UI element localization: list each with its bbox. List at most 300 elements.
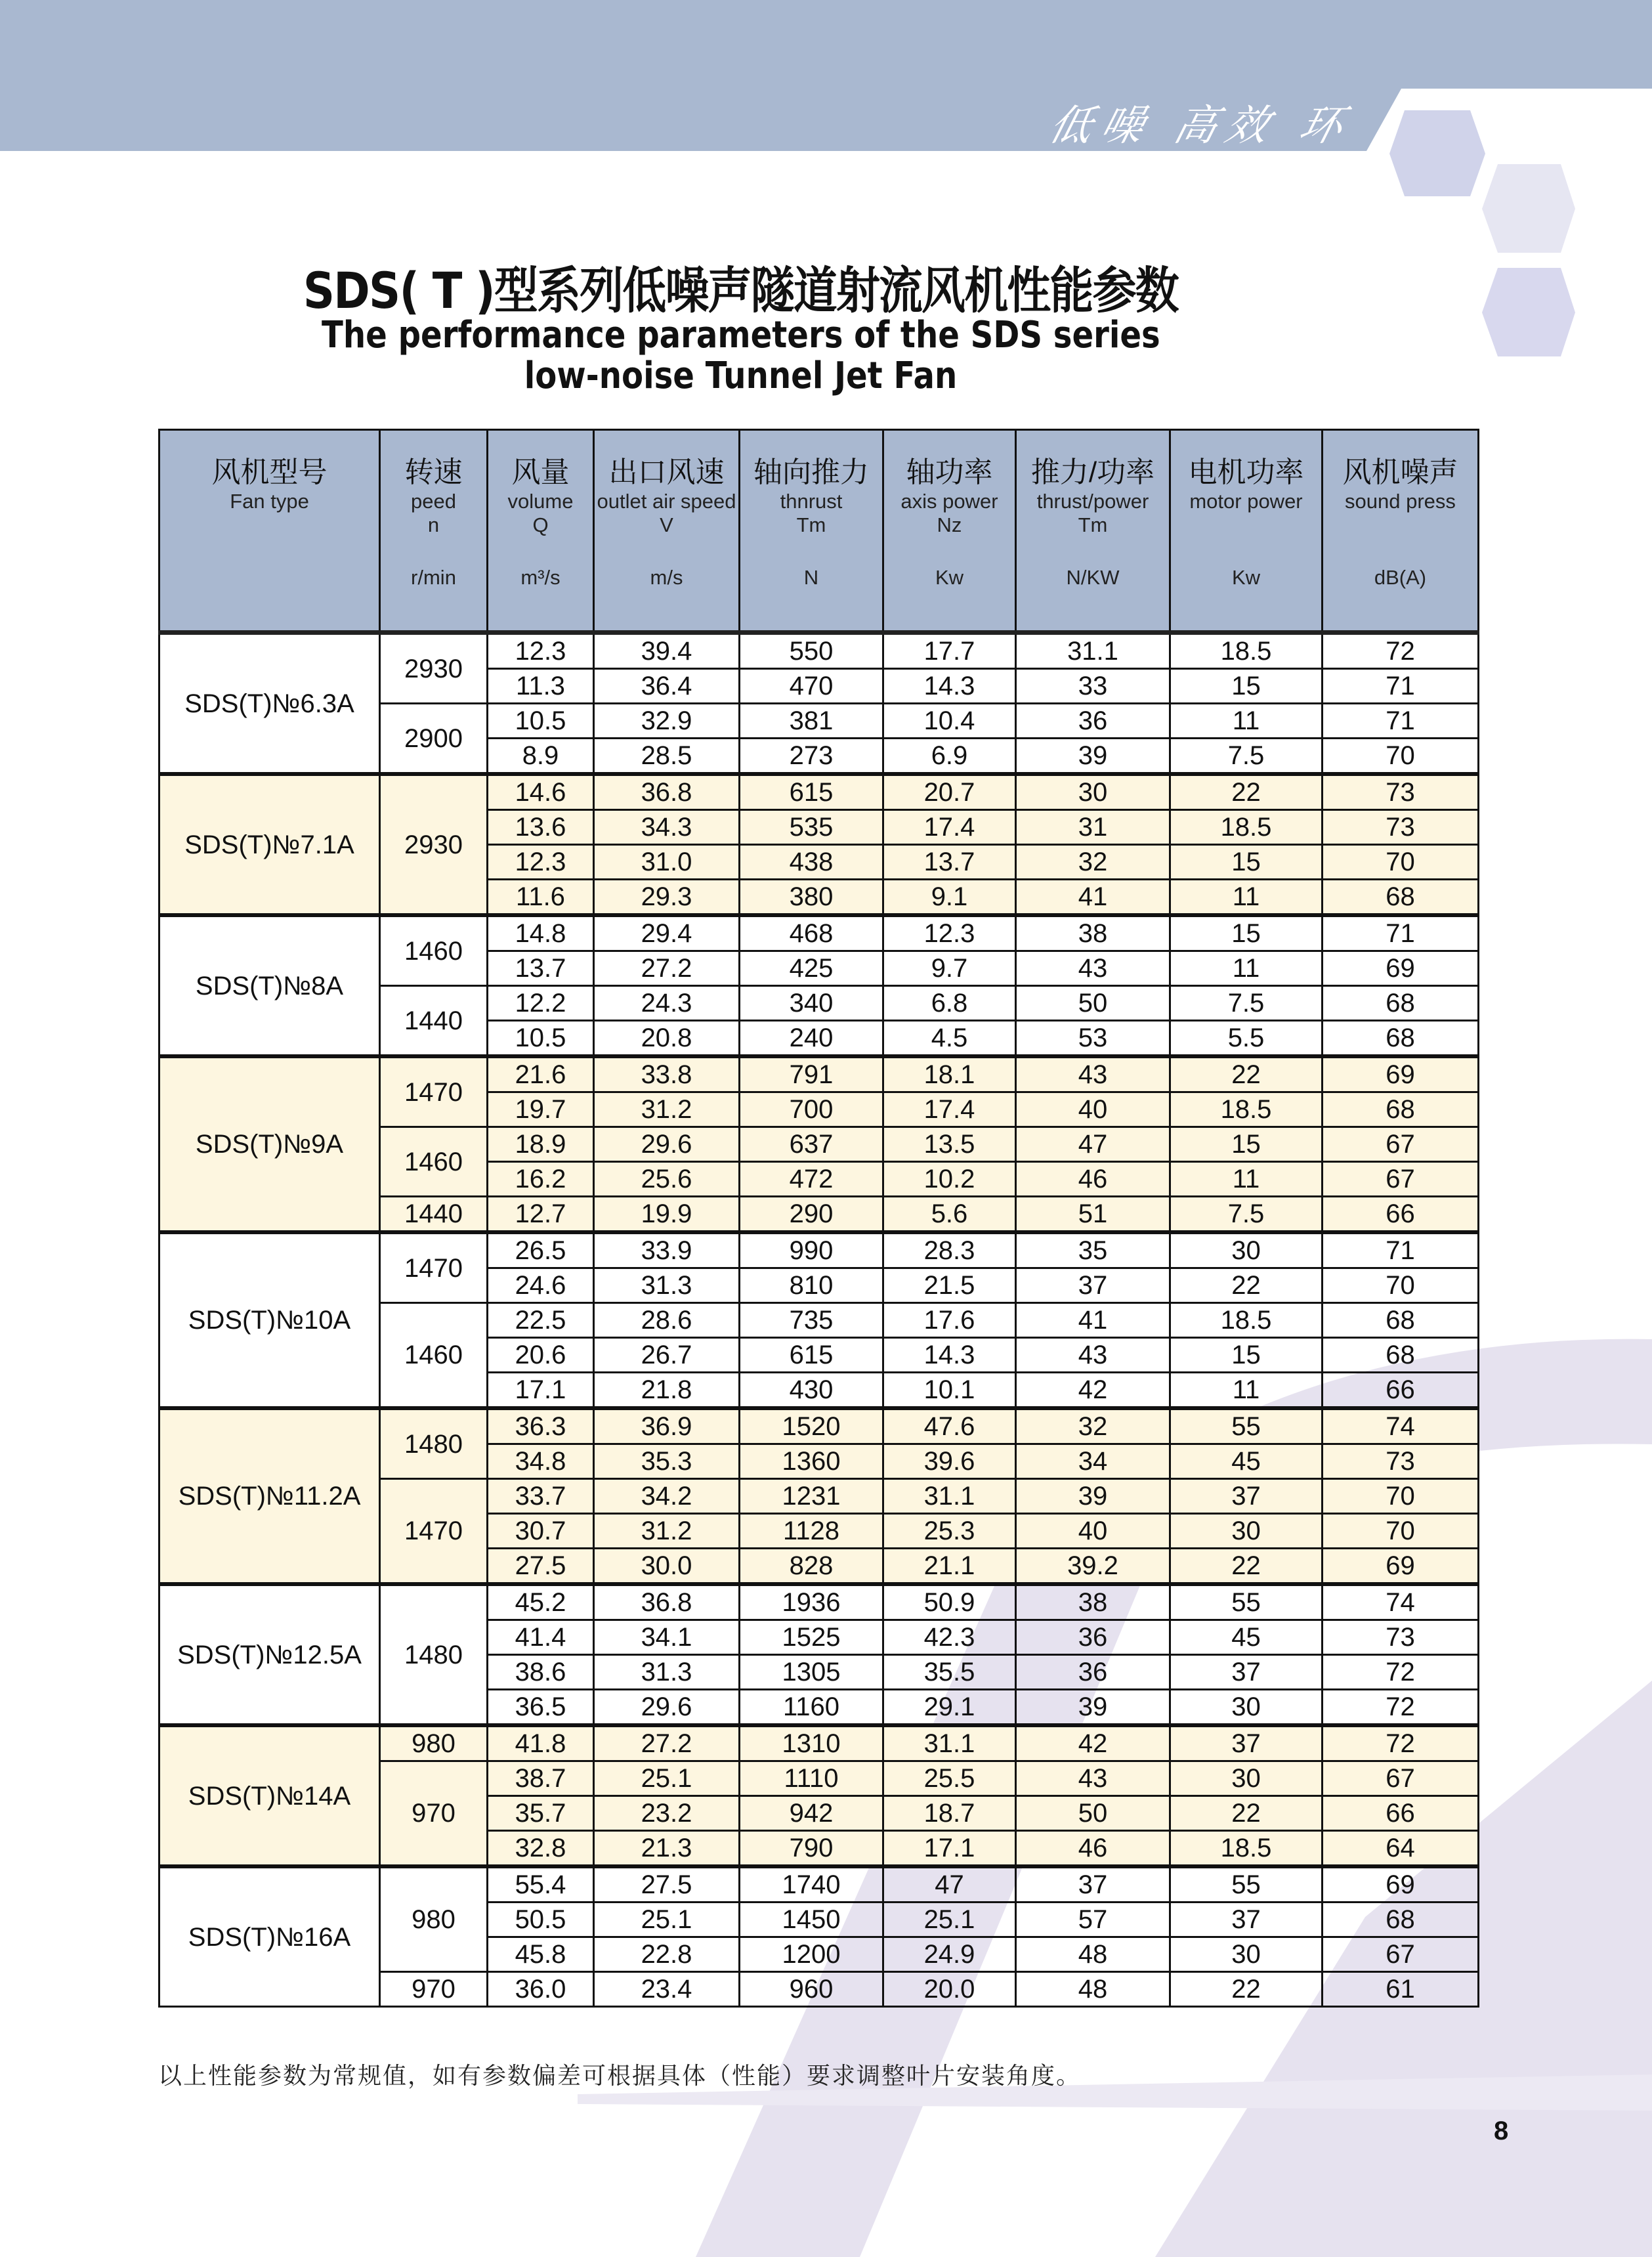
value-cell: 73	[1323, 774, 1479, 810]
speed-cell: 970	[380, 1972, 488, 2007]
table-body	[159, 633, 1479, 2007]
value-cell: 39.4	[594, 633, 740, 669]
value-cell: 22.5	[488, 1303, 594, 1338]
value-cell: 69	[1323, 951, 1479, 986]
value-cell: 20.0	[883, 1972, 1016, 2007]
value-cell: 66	[1323, 1197, 1479, 1233]
column-header-cn: 转速	[404, 456, 463, 488]
value-cell: 7.5	[1170, 986, 1323, 1021]
value-cell: 615	[740, 1338, 883, 1373]
value-cell: 46	[1016, 1162, 1170, 1197]
value-cell: 36.3	[488, 1408, 594, 1444]
column-header	[594, 430, 740, 633]
value-cell: 36	[1016, 1655, 1170, 1690]
value-cell: 38	[1016, 915, 1170, 951]
table-row	[159, 1408, 1479, 1444]
value-cell: 36.9	[594, 1408, 740, 1444]
value-cell: 28.3	[883, 1232, 1016, 1268]
value-cell: 942	[740, 1796, 883, 1831]
title-cn-text: SDS( T )型系列低噪声隧道射流风机性能参数	[303, 261, 1179, 320]
value-cell: 240	[740, 1021, 883, 1057]
speed-cell: 1460	[380, 1303, 488, 1409]
value-cell: 27.5	[488, 1549, 594, 1585]
value-cell: 35.5	[883, 1655, 1016, 1690]
value-cell: 48	[1016, 1972, 1170, 2007]
value-cell: 45	[1170, 1444, 1323, 1479]
value-cell: 72	[1323, 1690, 1479, 1726]
column-header-en: Fan type	[230, 490, 309, 513]
value-cell: 15	[1170, 1127, 1323, 1162]
value-cell: 1740	[740, 1866, 883, 1902]
value-cell: 67	[1323, 1127, 1479, 1162]
value-cell: 41	[1016, 1303, 1170, 1338]
value-cell: 18.5	[1170, 1303, 1323, 1338]
value-cell: 19.7	[488, 1092, 594, 1127]
column-header-sym: V	[660, 513, 673, 536]
value-cell: 70	[1323, 739, 1479, 775]
column-header-en: peed	[411, 490, 456, 513]
column-header-unit: m³/s	[520, 566, 561, 589]
value-cell: 36	[1016, 704, 1170, 739]
value-cell: 42.3	[883, 1620, 1016, 1655]
value-cell: 615	[740, 774, 883, 810]
table-header-row	[159, 430, 1479, 633]
value-cell: 23.4	[594, 1972, 740, 2007]
value-cell: 22	[1170, 1549, 1323, 1585]
value-cell: 67	[1323, 1937, 1479, 1972]
value-cell: 22.8	[594, 1937, 740, 1972]
value-cell: 13.5	[883, 1127, 1016, 1162]
value-cell: 24.6	[488, 1268, 594, 1303]
value-cell: 10.4	[883, 704, 1016, 739]
value-cell: 810	[740, 1268, 883, 1303]
value-cell: 29.4	[594, 915, 740, 951]
speed-cell: 2900	[380, 704, 488, 775]
value-cell: 46	[1016, 1831, 1170, 1867]
value-cell: 36.8	[594, 1584, 740, 1620]
column-header-en: thrust/power	[1036, 490, 1149, 513]
value-cell: 14.3	[883, 1338, 1016, 1373]
value-cell: 24.9	[883, 1937, 1016, 1972]
value-cell: 39.2	[1016, 1549, 1170, 1585]
value-cell: 36.5	[488, 1690, 594, 1726]
value-cell: 18.5	[1170, 1831, 1323, 1867]
value-cell: 12.3	[488, 845, 594, 880]
value-cell: 48	[1016, 1937, 1170, 1972]
speed-cell: 1470	[380, 1232, 488, 1303]
value-cell: 4.5	[883, 1021, 1016, 1057]
value-cell: 36.0	[488, 1972, 594, 2007]
value-cell: 5.6	[883, 1197, 1016, 1233]
value-cell: 14.3	[883, 669, 1016, 704]
value-cell: 53	[1016, 1021, 1170, 1057]
column-header-en: thnrust	[780, 490, 843, 513]
column-header-en: axis power	[900, 490, 998, 513]
value-cell: 15	[1170, 669, 1323, 704]
value-cell: 9.7	[883, 951, 1016, 986]
value-cell: 50	[1016, 986, 1170, 1021]
column-header-cn: 风量	[511, 456, 570, 488]
value-cell: 10.1	[883, 1373, 1016, 1409]
value-cell: 1231	[740, 1479, 883, 1514]
value-cell: 13.7	[488, 951, 594, 986]
speed-cell: 1480	[380, 1408, 488, 1479]
column-header-en: volume	[507, 490, 574, 513]
value-cell: 438	[740, 845, 883, 880]
table-row	[159, 1866, 1479, 1902]
value-cell: 11	[1170, 704, 1323, 739]
value-cell: 1110	[740, 1761, 883, 1796]
column-header-unit: N/KW	[1066, 566, 1120, 589]
value-cell: 1305	[740, 1655, 883, 1690]
value-cell: 42	[1016, 1373, 1170, 1409]
value-cell: 11	[1170, 880, 1323, 916]
value-cell: 34	[1016, 1444, 1170, 1479]
value-cell: 25.1	[594, 1902, 740, 1937]
column-header-cn: 轴功率	[906, 456, 993, 488]
value-cell: 72	[1323, 1725, 1479, 1761]
value-cell: 61	[1323, 1972, 1479, 2007]
value-cell: 40	[1016, 1514, 1170, 1549]
speed-cell: 2930	[380, 774, 488, 915]
value-cell: 39	[1016, 1479, 1170, 1514]
column-header-unit: r/min	[411, 566, 456, 589]
value-cell: 22	[1170, 774, 1323, 810]
column-header-en: motor power	[1189, 490, 1303, 513]
value-cell: 67	[1323, 1162, 1479, 1197]
value-cell: 70	[1323, 845, 1479, 880]
column-header-cn: 电机功率	[1188, 456, 1304, 488]
value-cell: 6.8	[883, 986, 1016, 1021]
value-cell: 1160	[740, 1690, 883, 1726]
value-cell: 32	[1016, 845, 1170, 880]
value-cell: 34.2	[594, 1479, 740, 1514]
value-cell: 425	[740, 951, 883, 986]
column-header-en: sound press	[1345, 490, 1456, 513]
value-cell: 7.5	[1170, 739, 1323, 775]
column-header-unit: Kw	[1231, 566, 1261, 589]
value-cell: 535	[740, 810, 883, 845]
speed-cell: 980	[380, 1866, 488, 1972]
value-cell: 30.0	[594, 1549, 740, 1585]
value-cell: 38.7	[488, 1761, 594, 1796]
value-cell: 29.3	[594, 880, 740, 916]
value-cell: 31.1	[883, 1479, 1016, 1514]
value-cell: 28.6	[594, 1303, 740, 1338]
value-cell: 71	[1323, 704, 1479, 739]
value-cell: 36	[1016, 1620, 1170, 1655]
value-cell: 10.5	[488, 704, 594, 739]
column-header-cn: 出口风速	[608, 456, 725, 488]
value-cell: 33	[1016, 669, 1170, 704]
value-cell: 32.8	[488, 1831, 594, 1867]
value-cell: 74	[1323, 1408, 1479, 1444]
value-cell: 20.8	[594, 1021, 740, 1057]
table-row	[159, 774, 1479, 810]
fan-model-cell: SDS(T)№14A	[159, 1725, 380, 1866]
value-cell: 472	[740, 1162, 883, 1197]
value-cell: 70	[1323, 1268, 1479, 1303]
value-cell: 40	[1016, 1092, 1170, 1127]
value-cell: 36.8	[594, 774, 740, 810]
value-cell: 6.9	[883, 739, 1016, 775]
table-row	[159, 1232, 1479, 1268]
column-header-cn: 风机型号	[211, 456, 328, 488]
value-cell: 31.2	[594, 1514, 740, 1549]
value-cell: 68	[1323, 1092, 1479, 1127]
value-cell: 20.6	[488, 1338, 594, 1373]
value-cell: 12.7	[488, 1197, 594, 1233]
value-cell: 20.7	[883, 774, 1016, 810]
value-cell: 50.5	[488, 1902, 594, 1937]
value-cell: 69	[1323, 1866, 1479, 1902]
speed-cell: 1480	[380, 1584, 488, 1725]
column-header-cn: 风机噪声	[1342, 456, 1458, 488]
value-cell: 10.5	[488, 1021, 594, 1057]
value-cell: 29.1	[883, 1690, 1016, 1726]
fan-model-cell: SDS(T)№8A	[159, 915, 380, 1056]
column-header-sym: Q	[532, 513, 549, 536]
value-cell: 22	[1170, 1056, 1323, 1092]
value-cell: 37	[1170, 1479, 1323, 1514]
value-cell: 34.8	[488, 1444, 594, 1479]
value-cell: 26.5	[488, 1232, 594, 1268]
value-cell: 45	[1170, 1620, 1323, 1655]
value-cell: 34.1	[594, 1620, 740, 1655]
speed-cell: 1470	[380, 1056, 488, 1127]
value-cell: 51	[1016, 1197, 1170, 1233]
value-cell: 14.6	[488, 774, 594, 810]
column-header	[1016, 430, 1170, 633]
value-cell: 33.7	[488, 1479, 594, 1514]
value-cell: 1360	[740, 1444, 883, 1479]
value-cell: 14.8	[488, 915, 594, 951]
value-cell: 30	[1170, 1690, 1323, 1726]
value-cell: 17.7	[883, 633, 1016, 669]
value-cell: 12.3	[883, 915, 1016, 951]
value-cell: 27.2	[594, 951, 740, 986]
value-cell: 37	[1170, 1655, 1323, 1690]
value-cell: 57	[1016, 1902, 1170, 1937]
value-cell: 17.4	[883, 1092, 1016, 1127]
value-cell: 27.2	[594, 1725, 740, 1761]
performance-table	[158, 429, 1479, 2008]
speed-cell: 980	[380, 1725, 488, 1761]
value-cell: 55.4	[488, 1866, 594, 1902]
fan-model-cell: SDS(T)№7.1A	[159, 774, 380, 915]
value-cell: 37	[1170, 1902, 1323, 1937]
value-cell: 12.3	[488, 633, 594, 669]
value-cell: 21.5	[883, 1268, 1016, 1303]
value-cell: 25.6	[594, 1162, 740, 1197]
value-cell: 22	[1170, 1796, 1323, 1831]
value-cell: 41.4	[488, 1620, 594, 1655]
table-row	[159, 1584, 1479, 1620]
value-cell: 30.7	[488, 1514, 594, 1549]
value-cell: 70	[1323, 1479, 1479, 1514]
value-cell: 50	[1016, 1796, 1170, 1831]
value-cell: 1310	[740, 1725, 883, 1761]
value-cell: 68	[1323, 1902, 1479, 1937]
value-cell: 11	[1170, 951, 1323, 986]
value-cell: 67	[1323, 1761, 1479, 1796]
value-cell: 21.6	[488, 1056, 594, 1092]
column-header	[1323, 430, 1479, 633]
value-cell: 28.5	[594, 739, 740, 775]
value-cell: 960	[740, 1972, 883, 2007]
value-cell: 1520	[740, 1408, 883, 1444]
value-cell: 15	[1170, 845, 1323, 880]
value-cell: 430	[740, 1373, 883, 1409]
value-cell: 27.5	[594, 1866, 740, 1902]
column-header	[883, 430, 1016, 633]
value-cell: 71	[1323, 915, 1479, 951]
hexagon-decoration	[1389, 110, 1485, 196]
value-cell: 25.3	[883, 1514, 1016, 1549]
fan-model-cell: SDS(T)№10A	[159, 1232, 380, 1408]
value-cell: 468	[740, 915, 883, 951]
value-cell: 71	[1323, 669, 1479, 704]
fan-model-cell: SDS(T)№11.2A	[159, 1408, 380, 1584]
value-cell: 21.3	[594, 1831, 740, 1867]
value-cell: 30	[1016, 774, 1170, 810]
value-cell: 31.3	[594, 1268, 740, 1303]
value-cell: 550	[740, 633, 883, 669]
value-cell: 1200	[740, 1937, 883, 1972]
value-cell: 18.5	[1170, 1092, 1323, 1127]
value-cell: 31.2	[594, 1092, 740, 1127]
value-cell: 790	[740, 1831, 883, 1867]
value-cell: 33.9	[594, 1232, 740, 1268]
value-cell: 30	[1170, 1232, 1323, 1268]
value-cell: 828	[740, 1549, 883, 1585]
value-cell: 37	[1170, 1725, 1323, 1761]
column-header-cn: 推力/功率	[1030, 456, 1155, 488]
value-cell: 1128	[740, 1514, 883, 1549]
value-cell: 16.2	[488, 1162, 594, 1197]
page-number: 8	[1494, 2117, 1509, 2145]
value-cell: 290	[740, 1197, 883, 1233]
value-cell: 55	[1170, 1408, 1323, 1444]
column-header-unit: dB(A)	[1374, 566, 1427, 589]
title-en-text: low-noise Tunnel Jet Fan	[524, 355, 958, 397]
value-cell: 66	[1323, 1373, 1479, 1409]
value-cell: 68	[1323, 880, 1479, 916]
value-cell: 30	[1170, 1937, 1323, 1972]
value-cell: 5.5	[1170, 1021, 1323, 1057]
value-cell: 68	[1323, 1338, 1479, 1373]
value-cell: 71	[1323, 1232, 1479, 1268]
value-cell: 381	[740, 704, 883, 739]
column-header-unit: Kw	[935, 566, 964, 589]
value-cell: 11	[1170, 1162, 1323, 1197]
value-cell: 41	[1016, 880, 1170, 916]
value-cell: 47	[1016, 1127, 1170, 1162]
value-cell: 11.6	[488, 880, 594, 916]
value-cell: 1450	[740, 1902, 883, 1937]
value-cell: 735	[740, 1303, 883, 1338]
value-cell: 17.6	[883, 1303, 1016, 1338]
speed-cell: 2930	[380, 633, 488, 704]
value-cell: 39.6	[883, 1444, 1016, 1479]
value-cell: 11	[1170, 1373, 1323, 1409]
value-cell: 29.6	[594, 1127, 740, 1162]
table-row	[159, 1056, 1479, 1092]
page-title-en-line1	[0, 314, 1652, 356]
value-cell: 21.8	[594, 1373, 740, 1409]
value-cell: 30	[1170, 1514, 1323, 1549]
value-cell: 69	[1323, 1549, 1479, 1585]
value-cell: 18.1	[883, 1056, 1016, 1092]
column-header	[380, 430, 488, 633]
column-header-sym: Tm	[1078, 513, 1108, 536]
speed-cell: 1440	[380, 1197, 488, 1233]
value-cell: 69	[1323, 1056, 1479, 1092]
value-cell: 36.4	[594, 669, 740, 704]
value-cell: 45.2	[488, 1584, 594, 1620]
fan-model-cell: SDS(T)№16A	[159, 1866, 380, 2007]
value-cell: 25.5	[883, 1761, 1016, 1796]
value-cell: 18.7	[883, 1796, 1016, 1831]
value-cell: 29.6	[594, 1690, 740, 1726]
value-cell: 43	[1016, 951, 1170, 986]
value-cell: 25.1	[883, 1902, 1016, 1937]
value-cell: 791	[740, 1056, 883, 1092]
footnote: 以上性能参数为常规值，如有参数偏差可根据具体（性能）要求调整叶片安装角度。	[158, 2063, 1082, 2090]
column-header-unit: N	[803, 566, 819, 589]
value-cell: 73	[1323, 1620, 1479, 1655]
value-cell: 990	[740, 1232, 883, 1268]
value-cell: 25.1	[594, 1761, 740, 1796]
column-header-sym: Tm	[796, 513, 826, 536]
value-cell: 38	[1016, 1584, 1170, 1620]
value-cell: 55	[1170, 1584, 1323, 1620]
value-cell: 68	[1323, 1303, 1479, 1338]
value-cell: 12.2	[488, 986, 594, 1021]
value-cell: 26.7	[594, 1338, 740, 1373]
page-title-en-line2	[0, 355, 1652, 397]
speed-cell: 1440	[380, 986, 488, 1057]
value-cell: 39	[1016, 1690, 1170, 1726]
value-cell: 42	[1016, 1725, 1170, 1761]
value-cell: 31.1	[1016, 633, 1170, 669]
value-cell: 31.3	[594, 1655, 740, 1690]
value-cell: 31	[1016, 810, 1170, 845]
value-cell: 23.2	[594, 1796, 740, 1831]
value-cell: 17.1	[883, 1831, 1016, 1867]
value-cell: 35.7	[488, 1796, 594, 1831]
value-cell: 43	[1016, 1338, 1170, 1373]
column-header	[1170, 430, 1323, 633]
value-cell: 1936	[740, 1584, 883, 1620]
value-cell: 68	[1323, 1021, 1479, 1057]
value-cell: 15	[1170, 1338, 1323, 1373]
value-cell: 74	[1323, 1584, 1479, 1620]
value-cell: 32.9	[594, 704, 740, 739]
table-row	[159, 1725, 1479, 1761]
value-cell: 7.5	[1170, 1197, 1323, 1233]
fan-model-cell: SDS(T)№12.5A	[159, 1584, 380, 1725]
speed-cell: 1460	[380, 915, 488, 986]
value-cell: 32	[1016, 1408, 1170, 1444]
value-cell: 72	[1323, 1655, 1479, 1690]
value-cell: 35	[1016, 1232, 1170, 1268]
value-cell: 700	[740, 1092, 883, 1127]
page-title-cn	[0, 251, 1652, 322]
value-cell: 43	[1016, 1056, 1170, 1092]
value-cell: 31.1	[883, 1725, 1016, 1761]
value-cell: 13.7	[883, 845, 1016, 880]
